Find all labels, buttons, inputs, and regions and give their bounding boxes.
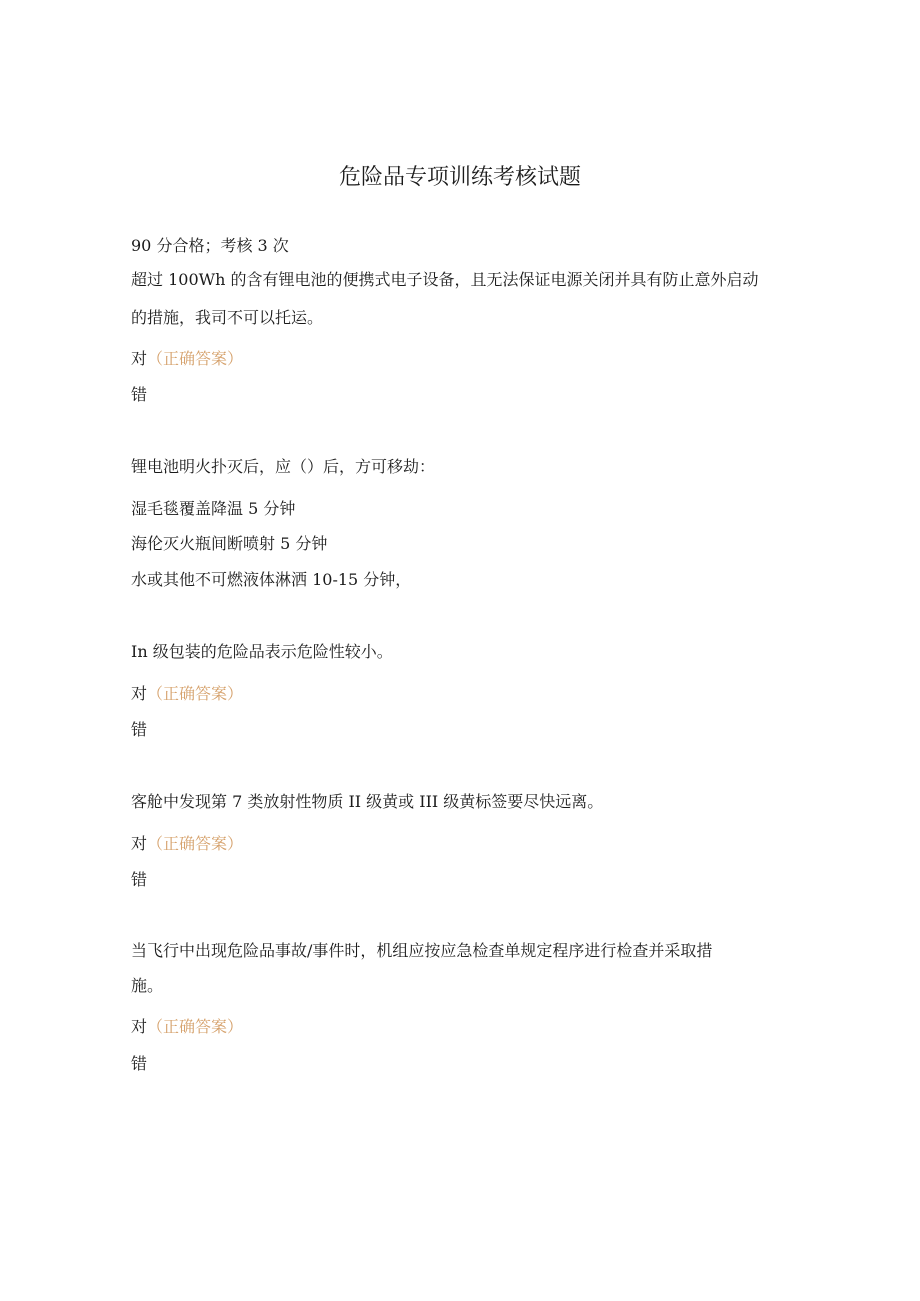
option-label: 错 [131, 1054, 148, 1073]
option-label: 对 [131, 834, 148, 853]
correct-answer-mark: （正确答案） [147, 684, 244, 703]
question-4-option-true[interactable] [131, 833, 243, 855]
correct-answer-mark: （正确答案） [147, 349, 244, 368]
question-4-option-false[interactable] [131, 869, 147, 891]
option-label: 错 [131, 720, 148, 739]
option-label: 错 [131, 870, 148, 889]
question-1-text-line-1: 超过 100Wh 的含有锂电池的便携式电子设备，且无法保证电源关闭并具有防止意外启动 [131, 270, 759, 289]
question-5-option-false[interactable] [131, 1053, 147, 1075]
question-5-text-line-1: 当飞行中出现危险品事故/事件时，机组应按应急检查单规定程序进行检查并采取措 [131, 941, 713, 960]
page-title: 危险品专项训练考核试题 [338, 165, 581, 190]
question-2-text-line-1: 锂电池明火扑灭后，应（）后，方可移劫： [131, 457, 436, 476]
question-2-option-b[interactable] [131, 533, 327, 555]
question-4-text-line-1: 客舱中发现第 7 类放射性物质 II 级黄或 III 级黄标签要尽快远离。 [131, 792, 604, 811]
question-2-option-a[interactable] [131, 498, 295, 520]
option-label: 湿毛毯覆盖降温 5 分钟 [131, 499, 296, 518]
option-label: 对 [131, 349, 148, 368]
question-3-text-line-1: In 级包装的危险品表示危险性较小。 [131, 642, 393, 661]
question-1-option-true[interactable] [131, 348, 243, 370]
question-1-option-false[interactable] [131, 384, 147, 406]
question-3-option-true[interactable] [131, 683, 243, 705]
pass-requirement: 90 分合格；考核 3 次 [131, 236, 289, 255]
question-1-text-line-2: 的措施，我司不可以托运。 [131, 308, 324, 327]
correct-answer-mark: （正确答案） [147, 1017, 244, 1036]
option-label: 水或其他不可燃液体淋洒 10-15 分钟， [131, 570, 412, 589]
question-5-option-true[interactable] [131, 1016, 243, 1038]
correct-answer-mark: （正确答案） [147, 834, 244, 853]
question-2-option-c[interactable] [131, 569, 411, 591]
option-label: 对 [131, 684, 148, 703]
option-label: 对 [131, 1017, 148, 1036]
option-label: 海伦灭火瓶间断喷射 5 分钟 [131, 534, 328, 553]
question-5-text-line-2: 施。 [131, 976, 164, 995]
option-label: 错 [131, 385, 148, 404]
question-3-option-false[interactable] [131, 719, 147, 741]
